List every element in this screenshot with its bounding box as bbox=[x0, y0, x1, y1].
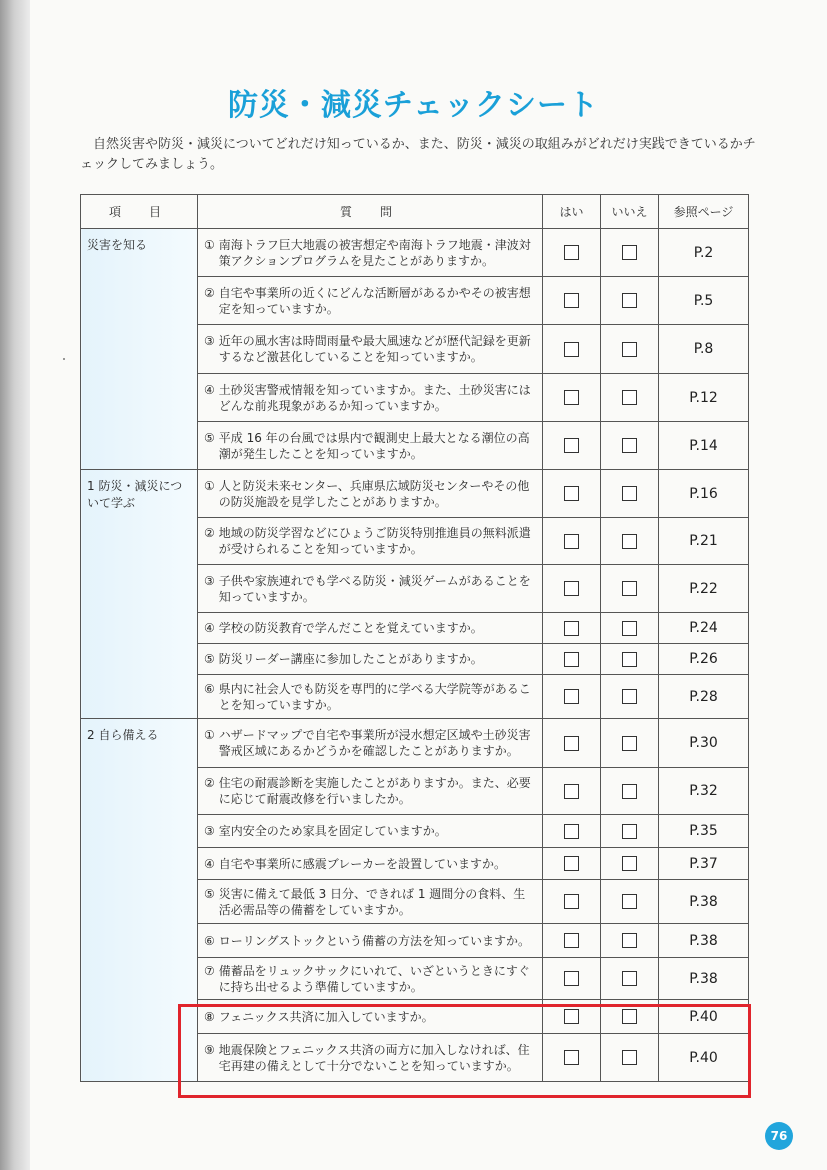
yes-checkbox[interactable] bbox=[564, 933, 579, 948]
no-cell bbox=[601, 924, 659, 958]
question-text: 備蓄品をリュックサックにいれて、いざというときにすぐに持ち出せるよう準備していますか。 bbox=[218, 963, 530, 994]
no-cell bbox=[601, 815, 659, 848]
yes-cell bbox=[543, 422, 601, 470]
no-checkbox[interactable] bbox=[622, 652, 637, 667]
yes-cell bbox=[543, 470, 601, 518]
reference-page: P.40 bbox=[689, 1049, 718, 1066]
question-number: ② bbox=[204, 285, 215, 300]
reference-cell bbox=[659, 565, 749, 613]
checklist-table bbox=[80, 194, 749, 1082]
no-cell bbox=[601, 374, 659, 422]
page-number-badge: 76 bbox=[765, 1122, 793, 1150]
reference-page: P.38 bbox=[689, 970, 718, 987]
yes-cell bbox=[543, 958, 601, 1000]
yes-cell bbox=[543, 565, 601, 613]
no-checkbox[interactable] bbox=[622, 824, 637, 839]
question-text: 県内に社会人でも防災を専門的に学べる大学院等があることを知っていますか。 bbox=[218, 681, 531, 712]
question-cell bbox=[198, 229, 543, 277]
question-cell bbox=[198, 565, 543, 613]
question-number: ③ bbox=[204, 334, 215, 348]
reference-cell bbox=[659, 374, 749, 422]
page-title: 防災・減災チェックシート bbox=[227, 88, 600, 123]
yes-checkbox[interactable] bbox=[564, 581, 579, 596]
yes-checkbox[interactable] bbox=[564, 245, 579, 260]
no-checkbox[interactable] bbox=[622, 293, 637, 308]
question-cell bbox=[198, 848, 543, 880]
no-cell bbox=[601, 325, 659, 374]
no-checkbox[interactable] bbox=[622, 534, 637, 549]
reference-cell bbox=[659, 848, 749, 880]
question-cell bbox=[198, 422, 543, 470]
question-cell bbox=[198, 675, 543, 719]
question-number: ② bbox=[204, 776, 215, 790]
reference-page: P.8 bbox=[693, 341, 714, 357]
yes-checkbox[interactable] bbox=[564, 342, 579, 357]
reference-page: P.16 bbox=[689, 485, 718, 502]
reference-cell bbox=[659, 644, 749, 675]
yes-checkbox[interactable] bbox=[564, 824, 579, 839]
yes-cell bbox=[543, 675, 601, 719]
header-ref: 参照ページ bbox=[659, 195, 749, 229]
yes-checkbox[interactable] bbox=[564, 486, 579, 501]
no-cell bbox=[601, 719, 659, 768]
question-text: ローリングストックという備蓄の方法を知っていますか。 bbox=[218, 933, 531, 948]
question-cell bbox=[198, 815, 543, 848]
question-text: 地域の防災学習などにひょうご防災特別推進員の無料派遣が受けられることを知っていますか。 bbox=[218, 526, 531, 556]
no-checkbox[interactable] bbox=[622, 894, 637, 909]
table-header-row bbox=[81, 195, 749, 229]
intro-text: 自然災害や防災・減災についてどれだけ知っているか、また、防災・減災の取組みがどれだけ実践できているかチェックしてみましょう。 bbox=[80, 137, 756, 172]
question-number: ⑤ bbox=[204, 886, 215, 901]
yes-cell bbox=[543, 613, 601, 644]
reference-cell bbox=[659, 815, 749, 848]
question-text: 自宅や事業所の近くにどんな活断層があるかやその被害想定を知っていますか。 bbox=[218, 285, 531, 316]
question-number: ⑤ bbox=[204, 430, 215, 445]
question-cell bbox=[198, 924, 543, 958]
category-cell: 災害を知る bbox=[81, 229, 198, 470]
question-text: 住宅の耐震診断を実施したことがありますか。また、必要に応じて耐震改修を行いましたか。 bbox=[218, 776, 531, 806]
no-checkbox[interactable] bbox=[622, 390, 637, 405]
question-number: ④ bbox=[204, 621, 215, 635]
reference-page: P.37 bbox=[689, 855, 718, 872]
category-cell: 1 防災・減災について学ぶ bbox=[81, 470, 198, 719]
reference-page: P.40 bbox=[689, 1008, 718, 1025]
yes-cell bbox=[543, 277, 601, 325]
yes-cell bbox=[543, 644, 601, 675]
category-cell: 2 自ら備える bbox=[81, 719, 198, 1082]
question-cell bbox=[198, 470, 543, 518]
no-checkbox[interactable] bbox=[622, 971, 637, 986]
question-number: ⑥ bbox=[204, 933, 215, 948]
header-no: いいえ bbox=[601, 195, 659, 229]
no-cell bbox=[601, 644, 659, 675]
no-checkbox[interactable] bbox=[622, 438, 637, 453]
question-text: 室内安全のため家具を固定していますか。 bbox=[218, 824, 447, 838]
yes-checkbox[interactable] bbox=[564, 856, 579, 871]
question-text: 防災リーダー講座に参加したことがありますか。 bbox=[218, 652, 483, 666]
no-checkbox[interactable] bbox=[622, 342, 637, 357]
reference-page: P.2 bbox=[693, 244, 714, 261]
reference-page: P.5 bbox=[693, 292, 714, 309]
no-cell bbox=[601, 880, 659, 924]
question-cell bbox=[198, 958, 543, 1000]
no-cell bbox=[601, 518, 659, 565]
reference-cell bbox=[659, 422, 749, 470]
reference-page: P.24 bbox=[689, 620, 718, 636]
yes-checkbox[interactable] bbox=[564, 689, 579, 704]
yes-checkbox[interactable] bbox=[564, 652, 579, 667]
question-number: ⑤ bbox=[204, 652, 215, 666]
question-number: ⑥ bbox=[204, 681, 215, 696]
question-text: 近年の風水害は時間雨量や最大風速などが歴代記録を更新するなど激甚化していることを知っていますか。 bbox=[218, 334, 531, 364]
reference-cell bbox=[659, 613, 749, 644]
reference-page: P.28 bbox=[689, 688, 718, 705]
reference-page: P.35 bbox=[689, 823, 718, 839]
yes-checkbox[interactable] bbox=[564, 438, 579, 453]
reference-page: P.38 bbox=[689, 932, 718, 949]
no-cell bbox=[601, 958, 659, 1000]
yes-checkbox[interactable] bbox=[564, 894, 579, 909]
yes-checkbox[interactable] bbox=[564, 784, 579, 799]
reference-cell bbox=[659, 880, 749, 924]
reference-cell bbox=[659, 229, 749, 277]
yes-checkbox[interactable] bbox=[564, 534, 579, 549]
reference-page: P.26 bbox=[689, 651, 718, 667]
reference-page: P.38 bbox=[689, 893, 718, 910]
question-text: 土砂災害警戒情報を知っていますか。また、土砂災害にはどんな前兆現象があるか知っていますか。 bbox=[218, 382, 531, 413]
table-row bbox=[81, 719, 749, 768]
question-text: 人と防災未来センター、兵庫県広域防災センターやその他の防災施設を見学したことがありますか。 bbox=[218, 478, 530, 509]
header-yes: はい bbox=[543, 195, 601, 229]
question-number: ④ bbox=[204, 382, 215, 397]
reference-page: P.30 bbox=[689, 735, 718, 751]
reference-page: P.21 bbox=[689, 533, 718, 549]
highlight-box bbox=[178, 1004, 751, 1098]
question-number: ⑧ bbox=[204, 1009, 215, 1024]
table-row bbox=[81, 470, 749, 518]
reference-cell bbox=[659, 958, 749, 1000]
question-number: ① bbox=[204, 237, 215, 252]
question-number: ⑦ bbox=[204, 963, 215, 978]
reference-cell bbox=[659, 675, 749, 719]
yes-cell bbox=[543, 374, 601, 422]
yes-checkbox[interactable] bbox=[564, 293, 579, 308]
stray-mark bbox=[63, 358, 65, 360]
yes-checkbox[interactable] bbox=[564, 621, 579, 636]
question-cell bbox=[198, 613, 543, 644]
no-cell bbox=[601, 613, 659, 644]
question-number: ⑨ bbox=[204, 1042, 215, 1057]
question-number: ④ bbox=[204, 856, 215, 871]
reference-cell bbox=[659, 518, 749, 565]
reference-cell bbox=[659, 924, 749, 958]
question-cell bbox=[198, 880, 543, 924]
yes-cell bbox=[543, 325, 601, 374]
reference-cell bbox=[659, 768, 749, 815]
reference-page: P.22 bbox=[689, 580, 718, 597]
question-number: ① bbox=[204, 478, 215, 493]
yes-checkbox[interactable] bbox=[564, 390, 579, 405]
no-checkbox[interactable] bbox=[622, 856, 637, 871]
header-question: 質 問 bbox=[198, 195, 543, 229]
reference-page: P.32 bbox=[689, 783, 718, 799]
no-checkbox[interactable] bbox=[622, 245, 637, 260]
yes-cell bbox=[543, 768, 601, 815]
header-item: 項 目 bbox=[81, 195, 198, 229]
question-text: フェニックス共済に加入していますか。 bbox=[218, 1009, 434, 1024]
question-number: ③ bbox=[204, 824, 215, 838]
no-cell bbox=[601, 277, 659, 325]
question-cell bbox=[198, 719, 543, 768]
no-cell bbox=[601, 470, 659, 518]
question-cell bbox=[198, 374, 543, 422]
table-row bbox=[81, 229, 749, 277]
question-cell bbox=[198, 277, 543, 325]
reference-cell bbox=[659, 470, 749, 518]
reference-cell bbox=[659, 277, 749, 325]
no-cell bbox=[601, 768, 659, 815]
no-cell bbox=[601, 229, 659, 277]
question-cell bbox=[198, 325, 543, 374]
question-number: ② bbox=[204, 526, 215, 540]
reference-cell bbox=[659, 325, 749, 374]
yes-cell bbox=[543, 229, 601, 277]
yes-cell bbox=[543, 924, 601, 958]
question-text: 自宅や事業所に感震ブレーカーを設置していますか。 bbox=[218, 856, 507, 871]
question-text: 平成 16 年の台風では県内で観測史上最大となる潮位の高潮が発生したことを知っていますか。 bbox=[218, 430, 530, 461]
no-cell bbox=[601, 422, 659, 470]
no-cell bbox=[601, 848, 659, 880]
yes-checkbox[interactable] bbox=[564, 736, 579, 751]
reference-page: P.12 bbox=[689, 389, 718, 406]
no-checkbox[interactable] bbox=[622, 784, 637, 799]
question-number: ① bbox=[204, 728, 215, 742]
no-checkbox[interactable] bbox=[622, 621, 637, 636]
no-checkbox[interactable] bbox=[622, 581, 637, 596]
yes-cell bbox=[543, 518, 601, 565]
question-text: 学校の防災教育で学んだことを覚えていますか。 bbox=[218, 621, 483, 635]
yes-checkbox[interactable] bbox=[564, 971, 579, 986]
no-checkbox[interactable] bbox=[622, 933, 637, 948]
yes-cell bbox=[543, 719, 601, 768]
no-cell bbox=[601, 565, 659, 613]
reference-cell bbox=[659, 719, 749, 768]
yes-cell bbox=[543, 848, 601, 880]
question-cell bbox=[198, 644, 543, 675]
no-checkbox[interactable] bbox=[622, 736, 637, 751]
no-checkbox[interactable] bbox=[622, 689, 637, 704]
yes-cell bbox=[543, 815, 601, 848]
question-text: 地震保険とフェニックス共済の両方に加入しなければ、住宅再建の備えとして十分でないことを知っていますか。 bbox=[218, 1042, 530, 1073]
yes-cell bbox=[543, 880, 601, 924]
question-number: ③ bbox=[204, 573, 215, 588]
question-text: 子供や家族連れでも学べる防災・減災ゲームがあることを知っていますか。 bbox=[218, 573, 531, 604]
no-cell bbox=[601, 675, 659, 719]
no-checkbox[interactable] bbox=[622, 486, 637, 501]
question-text: 災害に備えて最低 3 日分、できれば 1 週間分の食料、生活必需品等の備蓄をしていますか。 bbox=[218, 886, 526, 917]
question-text: 南海トラフ巨大地震の被害想定や南海トラフ地震・津波対策アクションプログラムを見たことがありますか。 bbox=[218, 237, 531, 268]
question-cell bbox=[198, 768, 543, 815]
reference-page: P.14 bbox=[689, 437, 718, 454]
question-text: ハザードマップで自宅や事業所が浸水想定区域や土砂災害警戒区域にあるかどうかを確認したことがありますか。 bbox=[218, 728, 531, 758]
question-cell bbox=[198, 518, 543, 565]
